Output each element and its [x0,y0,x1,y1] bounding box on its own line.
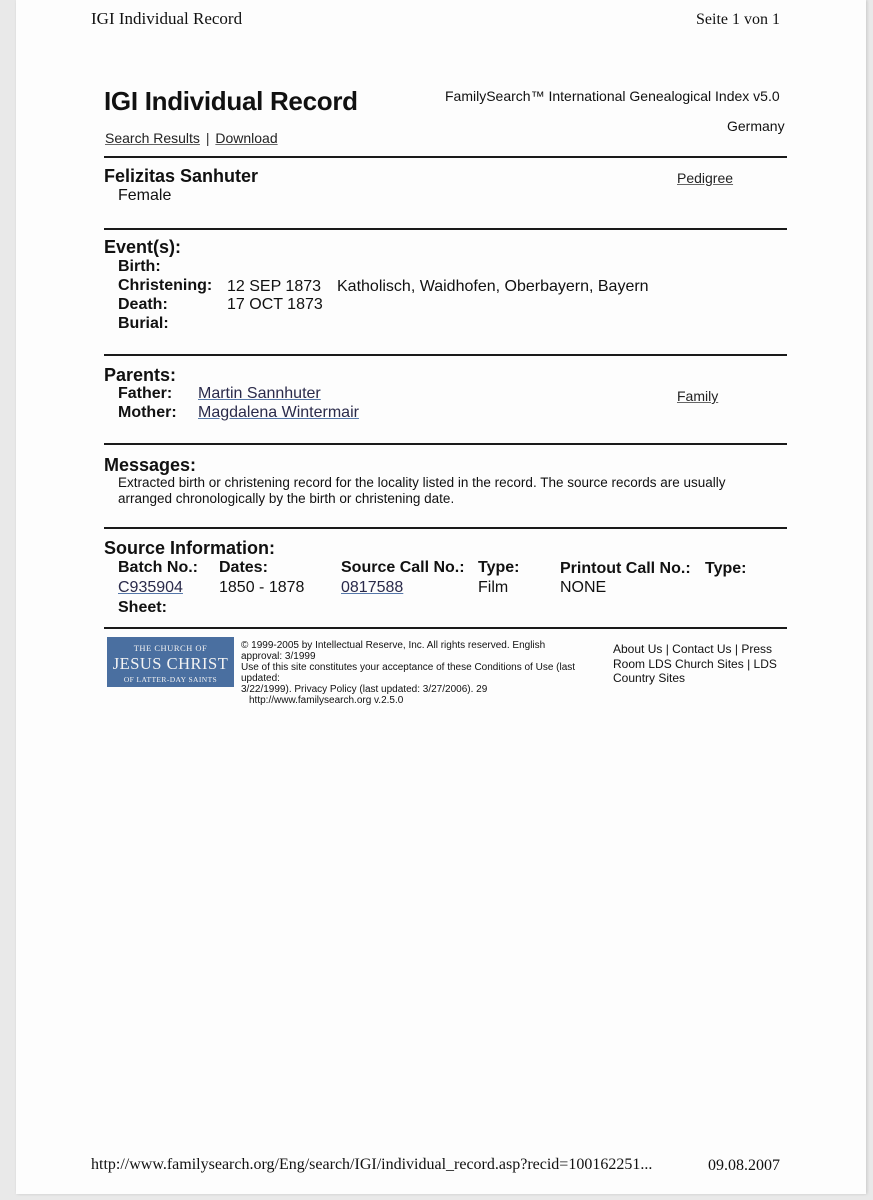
print-footer-date: 09.08.2007 [708,1157,780,1174]
divider [104,527,787,529]
sheet-label: Sheet: [118,599,167,616]
divider [104,156,787,158]
lds-church-sites-link[interactable]: LDS Church Sites [648,656,744,671]
print-header-page-number: Seite 1 von 1 [696,11,780,28]
individual-name: Felizitas Sanhuter [104,166,259,186]
link-separator: | [747,656,751,671]
church-logo[interactable] [107,637,234,687]
dates-label: Dates: [219,559,268,576]
christening-date: 12 SEP 1873 [227,278,322,295]
divider [104,627,787,629]
father-name-link[interactable]: Martin Sannhuter [198,385,321,402]
printout-call-label: Printout Call No.: [560,560,691,577]
batch-number-link[interactable]: C935904 [118,579,183,596]
events-heading: Event(s): [104,237,182,257]
batch-label: Batch No.: [118,559,198,576]
parents-heading: Parents: [104,365,177,385]
print-header-title: IGI Individual Record [91,9,243,28]
source-heading: Source Information: [104,538,276,558]
death-date: 17 OCT 1873 [227,296,323,313]
copyright-line: updated: [241,673,280,684]
index-name: FamilySearch™ International Genealogical Index v5.0 [445,88,780,104]
printout-type-label: Type: [705,560,747,577]
logo-line: OF LATTER-DAY SAINTS [123,675,218,684]
mother-name-link[interactable]: Magdalena Wintermair [198,404,359,421]
page-title: IGI Individual Record [104,86,358,116]
message-text [118,475,778,506]
pedigree-link[interactable]: Pedigree [677,170,734,186]
privacy-policy-link[interactable]: 3/22/1999). Privacy Policy (last updated: 3/27/2006). 29 [241,684,488,695]
copyright-line: approval: 3/1999 [241,651,316,662]
message-line: Extracted birth or christening record for the locality listed in the record. The source records are usually [118,475,726,490]
logo-line: THE CHURCH OF [133,643,208,653]
christening-label: Christening: [118,277,213,294]
lds-country-sites-link[interactable]: LDS Country Sites [613,656,777,685]
dates-value: 1850 - 1878 [219,579,305,596]
christening-place: Katholisch, Waidhofen, Oberbayern, Bayern [337,278,649,295]
print-footer-url: http://www.familysearch.org/Eng/search/IGI/individual_record.asp?recid=100162251... [91,1156,653,1173]
father-label: Father: [118,385,173,402]
type-label: Type: [478,559,520,576]
nav-separator: | [205,130,210,146]
press-room-link[interactable]: Press Room [613,642,773,671]
divider [104,228,787,230]
about-us-link[interactable]: About Us [613,642,663,656]
logo-line: JESUS CHRIST [112,654,229,673]
link-separator: | [665,642,669,656]
type-value: Film [478,579,509,596]
country-label: Germany [727,118,785,134]
death-label: Death: [118,296,168,313]
download-link[interactable]: Download [215,130,278,146]
record-nav [105,130,278,146]
copyright-line: © 1999-2005 by Intellectual Reserve, Inc. All rights reserved. English [241,640,546,651]
search-results-link[interactable]: Search Results [105,130,200,146]
conditions-of-use-link[interactable]: Use of this site constitutes your acceptance of these Conditions of Use (last [241,662,576,673]
individual-gender: Female [118,187,172,204]
burial-label: Burial: [118,315,169,332]
family-link[interactable]: Family [677,388,719,404]
contact-us-link[interactable]: Contact Us [672,642,732,656]
source-call-label: Source Call No.: [341,559,465,576]
divider [104,354,787,356]
copyright-notice [241,640,605,706]
birth-label: Birth: [118,258,161,275]
source-call-number-link[interactable]: 0817588 [341,579,404,596]
site-url: http://www.familysearch.org v.2.5.0 [249,695,404,706]
messages-heading: Messages: [104,455,197,475]
message-line: arranged chronologically by the birth or christening date. [118,490,455,506]
divider [104,443,787,445]
printout-call-value: NONE [560,579,607,596]
link-separator: | [734,642,738,656]
footer-links [613,642,788,686]
mother-label: Mother: [118,404,177,421]
